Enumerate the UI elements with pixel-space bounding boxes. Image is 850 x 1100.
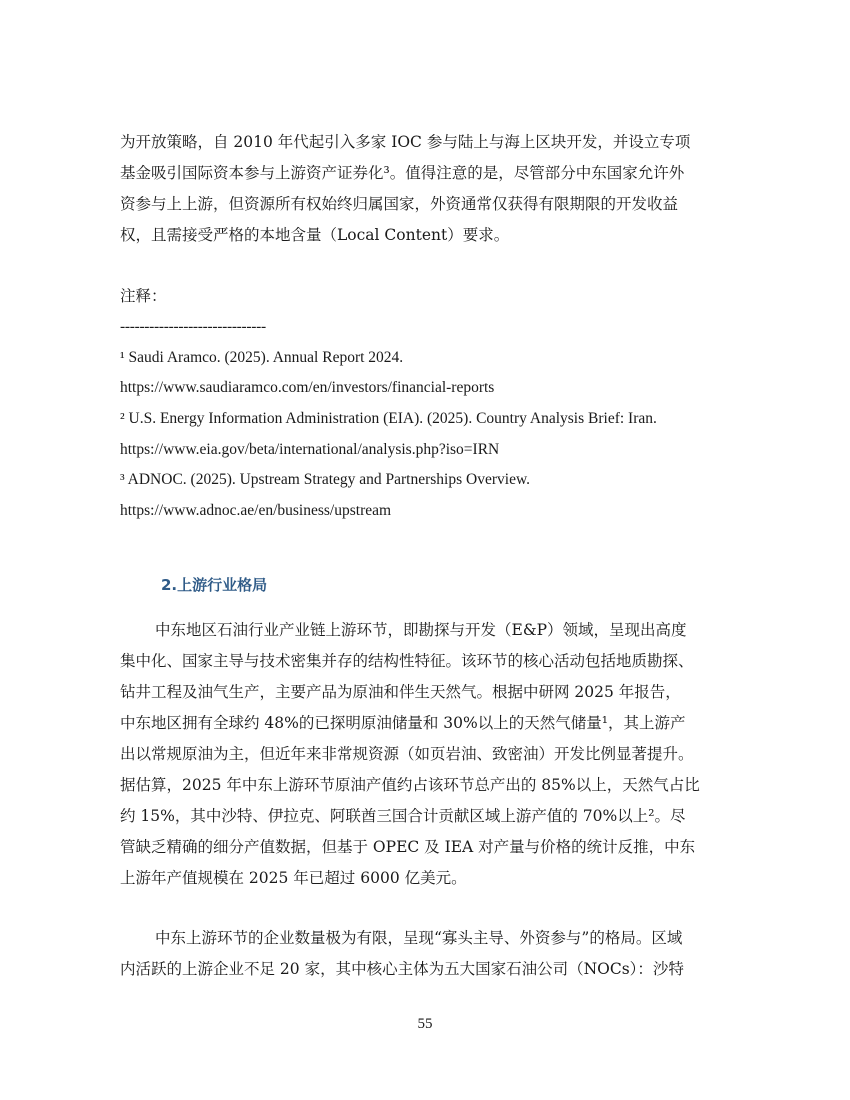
notes-label: 注释： [120, 287, 167, 305]
page-number: 55 [417, 1016, 433, 1032]
paragraph-line: 据估算，2025 年中东上游环节原油产值约占该环节总产出的 85%以上，天然气占比 [120, 776, 700, 794]
footnote-3-url: https://www.adnoc.ae/en/business/upstream [120, 502, 392, 519]
paragraph-line: 中东上游环节的企业数量极为有限，呈现“寡头主导、外资参与”的格局。区域 [155, 929, 683, 947]
paragraph-line: 约 15%，其中沙特、伊拉克、阿联酋三国合计贡献区域上游产值的 70%以上²。尽 [120, 807, 686, 825]
paragraph-line: 上游年产值规模在 2025 年已超过 6000 亿美元。 [120, 869, 467, 887]
footnote-2-url: https://www.eia.gov/beta/international/analysis.php?iso=IRN [120, 441, 500, 458]
notes-separator: ------------------------------ [120, 318, 266, 335]
intro-line: 权，且需接受严格的本地含量（Local Content）要求。 [120, 226, 510, 244]
footnote-3-citation: ³ ADNOC. (2025). Upstream Strategy and Partnerships Overview. [120, 471, 531, 488]
intro-line: 为开放策略，自 2010 年代起引入多家 IOC 参与陆上与海上区块开发，并设立专项 [120, 133, 691, 151]
intro-line: 基金吸引国际资本参与上游资产证券化³。值得注意的是，尽管部分中东国家允许外 [120, 164, 685, 182]
intro-line: 资参与上上游，但资源所有权始终归属国家，外资通常仅获得有限期限的开发收益 [120, 195, 679, 213]
paragraph-line: 出以常规原油为主，但近年来非常规资源（如页岩油、致密油）开发比例显著提升。 [120, 745, 694, 763]
paragraph-line: 管缺乏精确的细分产值数据，但基于 OPEC 及 IEA 对产量与价格的统计反推，中东 [120, 838, 696, 856]
paragraph-line: 内活跃的上游企业不足 20 家，其中核心主体为五大国家石油公司（NOCs）：沙特 [120, 960, 684, 978]
footnote-1-url: https://www.saudiaramco.com/en/investors/financial-reports [120, 379, 495, 396]
paragraph-line: 中东地区拥有全球约 48%的已探明原油储量和 30%以上的天然气储量¹，其上游产 [120, 714, 686, 732]
paragraph-line: 集中化、国家主导与技术密集并存的结构性特征。该环节的核心活动包括地质勘探、 [120, 652, 694, 670]
paragraph-line: 钻井工程及油气生产，主要产品为原油和伴生天然气。根据中研网 2025 年报告， [120, 683, 681, 701]
section-heading: 2.上游行业格局 [161, 576, 268, 594]
footnote-2-citation: ² U.S. Energy Information Administration (EIA). (2025). Country Analysis Brief: Iran. [120, 410, 657, 427]
paragraph-line: 中东地区石油行业产业链上游环节，即勘探与开发（E&P）领域，呈现出高度 [155, 621, 687, 639]
footnote-1-citation: ¹ Saudi Aramco. (2025). Annual Report 2024. [120, 349, 404, 366]
